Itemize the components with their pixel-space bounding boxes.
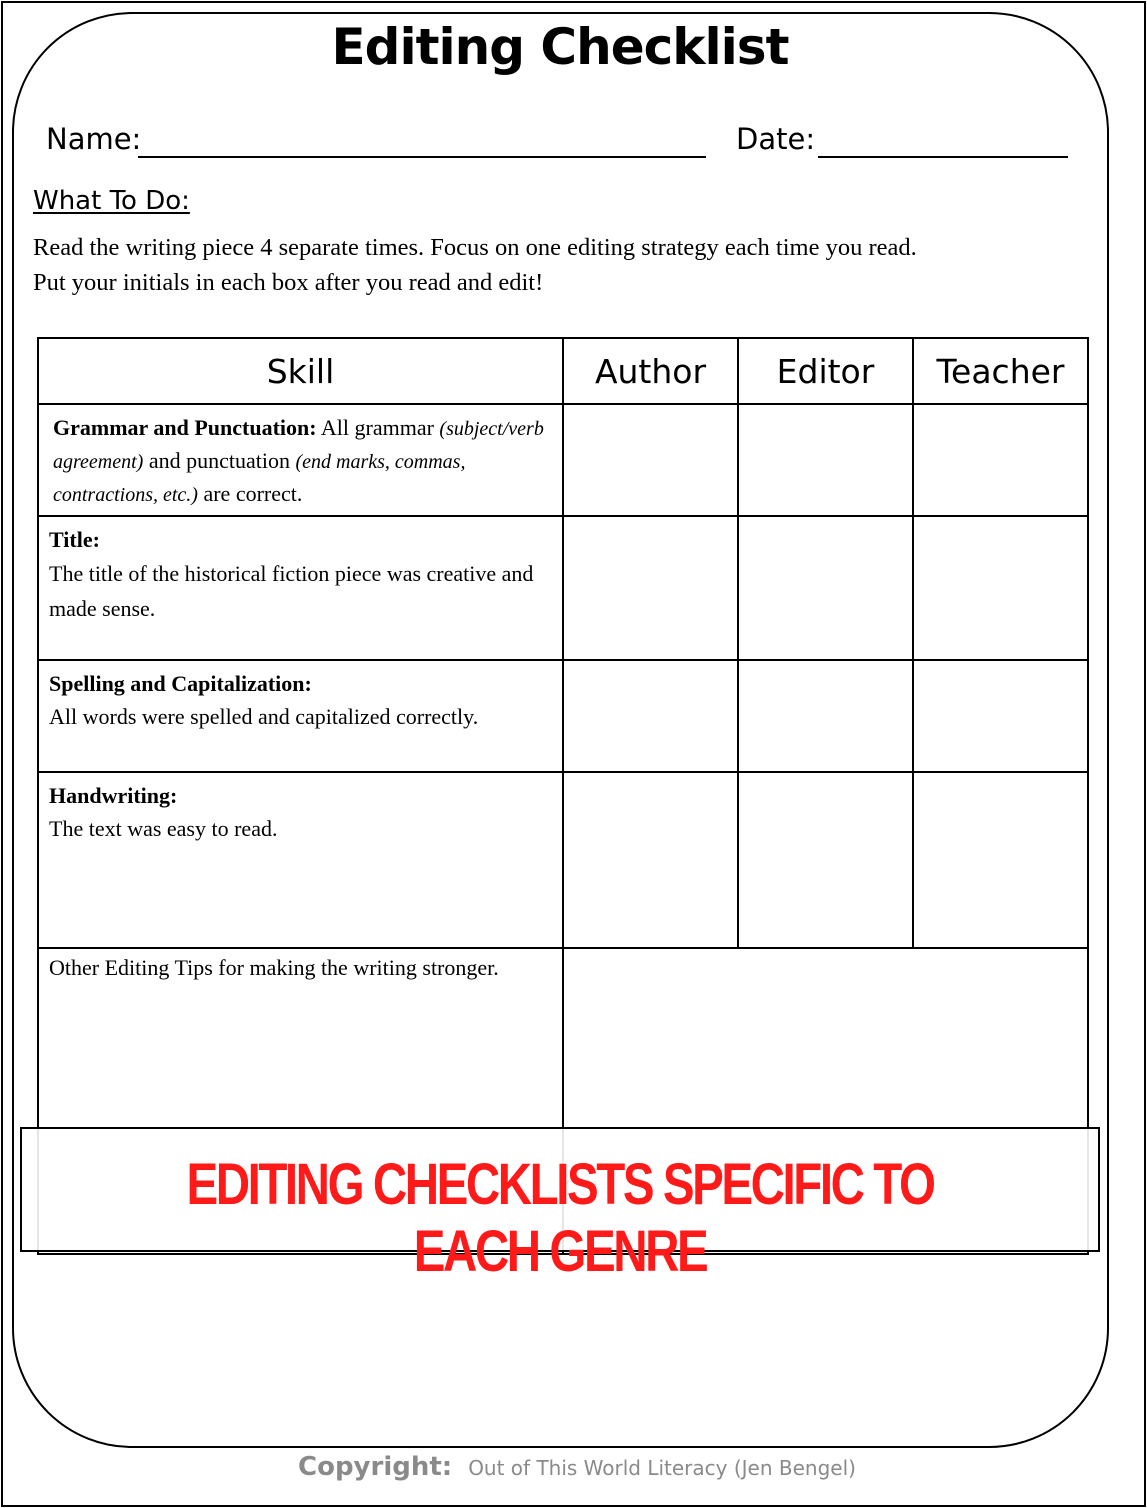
banner-text: EDITING CHECKLISTS SPECIFIC TO EACH GENRE: [186, 1152, 934, 1284]
teacher-initials-cell[interactable]: [913, 404, 1088, 516]
copyright-label: Copyright:: [298, 1452, 453, 1482]
teacher-initials-cell[interactable]: [913, 516, 1088, 660]
skill-title: Spelling and Capitalization:: [49, 671, 312, 696]
skill-description: The title of the historical fiction piece was creative and made sense.: [49, 561, 534, 621]
copyright-owner: Out of This World Literacy (Jen Bengel): [468, 1456, 856, 1480]
skill-title: Handwriting:: [49, 783, 178, 808]
editor-initials-cell[interactable]: [738, 516, 913, 660]
editor-initials-cell[interactable]: [738, 772, 913, 948]
table-row: [38, 660, 1088, 772]
column-header-author: Author: [563, 338, 738, 404]
name-label: Name:: [46, 122, 142, 156]
skill-title: Title:: [49, 527, 100, 552]
table-row: [38, 772, 1088, 948]
skill-text: and punctuation: [143, 448, 296, 473]
table-row: [38, 516, 1088, 660]
teacher-initials-cell[interactable]: [913, 660, 1088, 772]
skill-cell-title: [38, 516, 563, 660]
checklist-table: [37, 337, 1089, 1255]
column-header-teacher: Teacher: [913, 338, 1088, 404]
skill-description: The text was easy to read.: [49, 816, 278, 841]
author-initials-cell[interactable]: [563, 404, 738, 516]
skill-cell-handwriting: [38, 772, 563, 948]
skill-cell-grammar: [38, 404, 563, 516]
skill-example: (subject/verb agreement): [53, 418, 544, 473]
editor-initials-cell[interactable]: [738, 404, 913, 516]
skill-title: Grammar and Punctuation:: [53, 415, 317, 440]
page-title: Editing Checklist: [331, 18, 789, 76]
column-header-editor: Editor: [738, 338, 913, 404]
author-initials-cell[interactable]: [563, 516, 738, 660]
name-field-line[interactable]: [138, 156, 706, 158]
date-label: Date:: [736, 122, 816, 156]
skill-description: All words were spelled and capitalized correctly.: [49, 704, 479, 729]
table-header-row: [38, 338, 1088, 404]
instructions-line-2: Put your initials in each box after you read and edit!: [33, 269, 544, 296]
other-tips-label: Other Editing Tips for making the writing stronger.: [38, 948, 563, 1254]
author-initials-cell[interactable]: [563, 772, 738, 948]
editor-initials-cell[interactable]: [738, 660, 913, 772]
teacher-initials-cell[interactable]: [913, 772, 1088, 948]
instructions-heading: What To Do:: [33, 186, 190, 216]
date-field-line[interactable]: [818, 156, 1068, 158]
instructions-text: [33, 230, 1093, 300]
name-date-row: [46, 118, 1076, 164]
copyright-footer: [298, 1452, 856, 1482]
table-row: [38, 404, 1088, 516]
skill-example: (end marks, commas, contractions, etc.): [53, 451, 466, 506]
column-header-skill: Skill: [38, 338, 563, 404]
skill-text: are correct.: [197, 481, 303, 506]
skill-text: All grammar: [316, 415, 440, 440]
instructions-line-1: Read the writing piece 4 separate times. Focus on one editing strategy each time you read.: [33, 234, 917, 261]
author-initials-cell[interactable]: [563, 660, 738, 772]
skill-cell-spelling: [38, 660, 563, 772]
genre-banner: [20, 1127, 1100, 1284]
